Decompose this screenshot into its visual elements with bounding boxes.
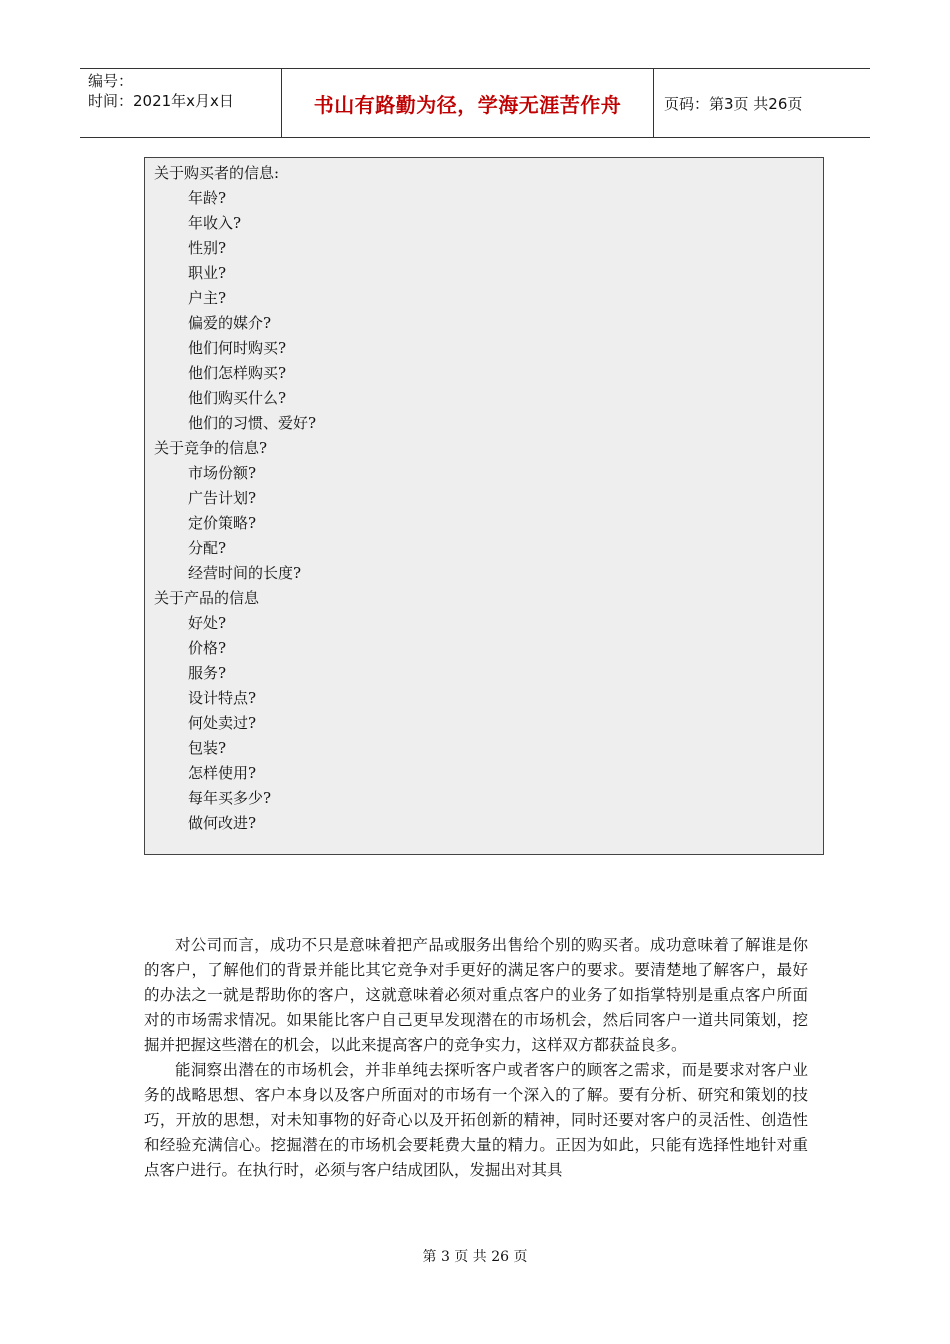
checklist-item: 他们怎样购买? [188, 364, 287, 382]
checklist-item: 价格? [188, 639, 227, 657]
checklist-item: 每年买多少? [188, 789, 272, 807]
body-text [144, 933, 808, 1183]
checklist-item: 他们的习惯、爱好? [188, 414, 317, 432]
document-time-label: 时间：2021年x月x日 [88, 92, 234, 110]
document-number-label: 编号： [88, 72, 134, 90]
checklist-item: 年龄? [188, 189, 227, 207]
checklist-item: 他们何时购买? [188, 339, 287, 357]
checklist-heading: 关于产品的信息 [154, 589, 260, 607]
checklist-item: 广告计划? [188, 489, 257, 507]
checklist-heading: 关于竞争的信息? [154, 439, 268, 457]
header-page-number: 页码：第3页 共26页 [664, 94, 803, 113]
checklist-item: 经营时间的长度? [188, 564, 302, 582]
header-motto: 书山有路勤为径，学海无涯苦作舟 [282, 69, 654, 137]
checklist-item: 做何改进? [188, 814, 257, 832]
checklist-heading: 关于购买者的信息: [154, 164, 280, 182]
header-meta [80, 69, 282, 137]
checklist-item: 职业? [188, 264, 227, 282]
checklist-item: 偏爱的媒介? [188, 314, 272, 332]
page-footer: 第 3 页 共 26 页 [422, 1249, 528, 1265]
checklist-item: 市场份额? [188, 464, 257, 482]
info-checklist-box [144, 157, 824, 855]
checklist-item: 服务? [188, 664, 227, 682]
checklist-item: 定价策略? [188, 514, 257, 532]
body-paragraph-2: 能洞察出潜在的市场机会，并非单纯去探听客户或者客户的顾客之需求，而是要求对客户业务的战略思想、客户本身以及客户所面对的市场有一个深入的了解。要有分析、研究和策划的技巧，开放的思想，对未知事物的好奇心以及开拓创新的精神，同时还要对客户的灵活性、创造性和经验充满信心。挖掘潜在的市场机会要耗费大量的精力。正因为如此，只能有选择性地针对重点客户进行。在执行时，必须与客户结成团队，发掘出对其具 [144, 1061, 808, 1179]
checklist-item: 包装? [188, 739, 227, 757]
info-checklist-lines [154, 161, 823, 836]
checklist-item: 分配? [188, 539, 227, 557]
checklist-item: 何处卖过? [188, 714, 257, 732]
checklist-item: 怎样使用? [188, 764, 257, 782]
page-header [80, 68, 870, 138]
checklist-item: 他们购买什么? [188, 389, 287, 407]
checklist-item: 户主? [188, 289, 227, 307]
checklist-item: 性别? [188, 239, 227, 257]
checklist-item: 年收入? [188, 214, 242, 232]
checklist-item: 设计特点? [188, 689, 257, 707]
body-paragraph-1: 对公司而言，成功不只是意味着把产品或服务出售给个别的购买者。成功意味着了解谁是你的客户，了解他们的背景并能比其它竞争对手更好的满足客户的要求。要清楚地了解客户，最好的办法之一就是帮助你的客户，这就意味着必须对重点客户的业务了如指掌特别是重点客户所面对的市场需求情况。如果能比客户自己更早发现潜在的市场机会，然后同客户一道共同策划，挖掘并把握这些潜在的机会，以此来提高客户的竞争实力，这样双方都获益良多。 [144, 936, 808, 1054]
checklist-item: 好处? [188, 614, 227, 632]
